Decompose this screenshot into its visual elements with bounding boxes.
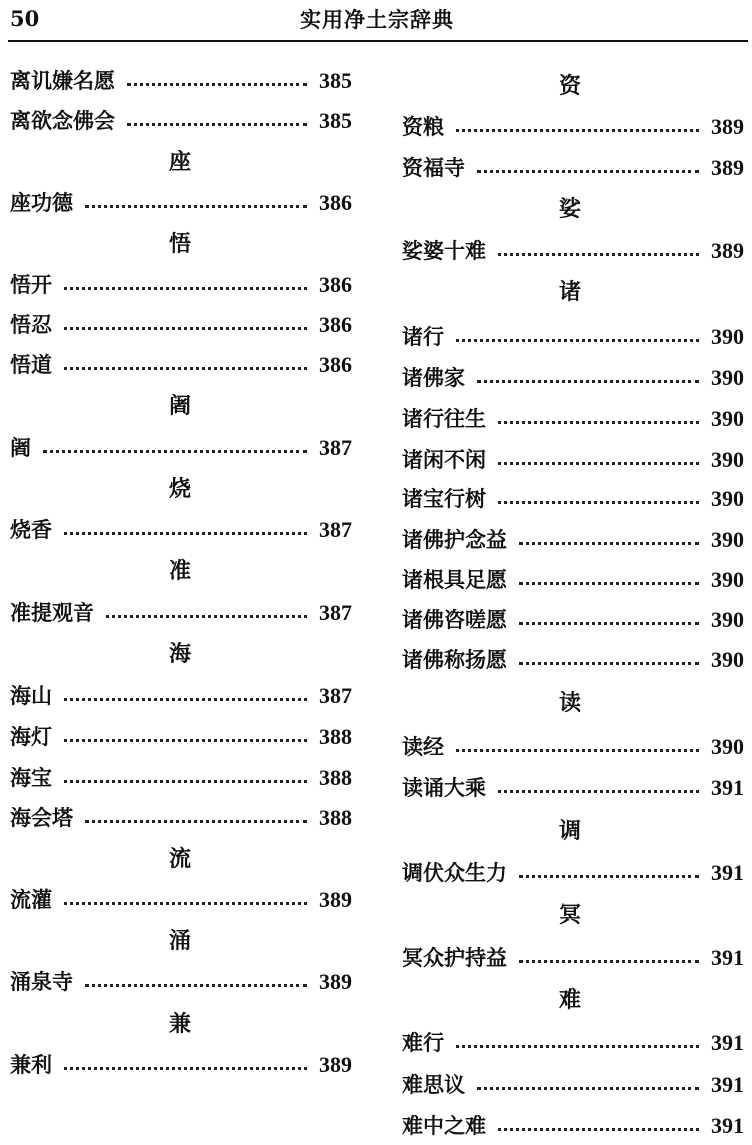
header-rule: [8, 40, 748, 42]
entry-term: 资粮: [402, 114, 444, 139]
index-entry: [402, 771, 744, 805]
entry-page-number: 390: [711, 527, 744, 552]
entry-term: 难中之难: [402, 1113, 486, 1138]
entry-term: 资福寺: [402, 155, 465, 180]
section-heading: 流: [168, 846, 191, 872]
dot-leader: [456, 129, 699, 132]
index-entry: [402, 234, 744, 268]
index-entry: [402, 361, 744, 395]
dot-leader: [64, 532, 307, 535]
page-number: 50: [10, 6, 40, 31]
dot-leader: [477, 170, 699, 173]
index-entry: [10, 431, 352, 465]
entry-term: 诸佛称扬愿: [402, 647, 507, 672]
index-entry: [402, 603, 744, 637]
entry-page-number: 390: [711, 647, 744, 672]
entry-term: 悟开: [10, 272, 52, 297]
entry-term: 难行: [402, 1030, 444, 1055]
entry-term: 难思议: [402, 1072, 465, 1097]
index-entry: [402, 523, 744, 557]
index-entry: [402, 482, 744, 516]
index-entry: [10, 348, 352, 382]
entry-page-number: 391: [711, 775, 744, 800]
dot-leader: [43, 450, 307, 453]
entry-term: 离欲念佛会: [10, 108, 115, 133]
entry-page-number: 386: [319, 312, 352, 337]
entry-page-number: 391: [711, 1113, 744, 1138]
entry-term: 冥众护持益: [402, 945, 507, 970]
section-heading: 兼: [168, 1011, 191, 1037]
index-entry: [402, 320, 744, 354]
dot-leader: [477, 380, 699, 383]
entry-page-number: 385: [319, 108, 352, 133]
entry-page-number: 389: [711, 114, 744, 139]
section-heading: 烧: [168, 476, 191, 502]
section-heading: 涌: [168, 928, 191, 954]
index-entry: [10, 104, 352, 138]
index-entry: [10, 679, 352, 713]
entry-term: 涌泉寺: [10, 969, 73, 994]
entry-page-number: 388: [319, 724, 352, 749]
index-entry: [10, 720, 352, 754]
dot-leader: [85, 205, 307, 208]
entry-term: 流灌: [10, 887, 52, 912]
entry-page-number: 390: [711, 406, 744, 431]
dot-leader: [64, 287, 307, 290]
entry-page-number: 391: [711, 945, 744, 970]
entry-term: 海灯: [10, 724, 52, 749]
entry-page-number: 391: [711, 860, 744, 885]
index-entry: [402, 402, 744, 436]
index-entry: [402, 643, 744, 677]
index-entry: [10, 64, 352, 98]
entry-page-number: 390: [711, 734, 744, 759]
entry-page-number: 390: [711, 567, 744, 592]
section-heading: 资: [558, 73, 581, 99]
entry-page-number: 387: [319, 517, 352, 542]
dot-leader: [519, 542, 699, 545]
dot-leader: [64, 327, 307, 330]
index-entry: [402, 151, 744, 185]
entry-page-number: 386: [319, 272, 352, 297]
section-heading: 悟: [168, 231, 191, 257]
entry-page-number: 386: [319, 190, 352, 215]
dot-leader: [456, 339, 699, 342]
entry-term: 海会塔: [10, 805, 73, 830]
section-heading: 准: [168, 558, 191, 584]
index-entry: [402, 1068, 744, 1102]
section-heading: 冥: [558, 902, 581, 928]
entry-term: 读诵大乘: [402, 775, 486, 800]
section-heading: 阇: [168, 393, 191, 419]
entry-page-number: 389: [319, 969, 352, 994]
dot-leader: [498, 462, 699, 465]
entry-term: 调伏众生力: [402, 860, 507, 885]
entry-page-number: 385: [319, 68, 352, 93]
entry-page-number: 391: [711, 1072, 744, 1097]
dot-leader: [64, 780, 307, 783]
index-entry: [10, 596, 352, 630]
entry-term: 准提观音: [10, 600, 94, 625]
entry-page-number: 387: [319, 600, 352, 625]
entry-page-number: 391: [711, 1030, 744, 1055]
index-entry: [10, 513, 352, 547]
index-entry: [10, 268, 352, 302]
section-heading: 诸: [558, 279, 581, 305]
entry-page-number: 387: [319, 435, 352, 460]
dot-leader: [519, 960, 699, 963]
page-header: [0, 0, 752, 44]
entry-page-number: 389: [319, 887, 352, 912]
dot-leader: [519, 622, 699, 625]
index-entry: [10, 965, 352, 999]
book-title: 实用净土宗辞典: [300, 7, 454, 32]
entry-page-number: 386: [319, 352, 352, 377]
index-entry: [10, 883, 352, 917]
section-heading: 娑: [558, 196, 581, 222]
entry-page-number: 389: [711, 238, 744, 263]
entry-term: 诸行往生: [402, 406, 486, 431]
dot-leader: [519, 582, 699, 585]
entry-page-number: 390: [711, 607, 744, 632]
entry-term: 烧香: [10, 517, 52, 542]
dot-leader: [498, 1128, 699, 1131]
index-entry: [402, 856, 744, 890]
dot-leader: [519, 662, 699, 665]
index-entry: [402, 110, 744, 144]
entry-term: 诸宝行树: [402, 486, 486, 511]
entry-term: 诸佛咨嗟愿: [402, 607, 507, 632]
entry-term: 悟忍: [10, 312, 52, 337]
dot-leader: [64, 367, 307, 370]
dot-leader: [127, 83, 307, 86]
dot-leader: [456, 749, 699, 752]
dot-leader: [85, 820, 307, 823]
section-heading: 海: [168, 641, 191, 667]
index-entry: [10, 1048, 352, 1082]
dot-leader: [498, 501, 699, 504]
entry-term: 海山: [10, 683, 52, 708]
index-entry: [10, 186, 352, 220]
entry-page-number: 390: [711, 324, 744, 349]
entry-page-number: 389: [711, 155, 744, 180]
entry-page-number: 387: [319, 683, 352, 708]
entry-term: 悟道: [10, 352, 52, 377]
dot-leader: [127, 123, 307, 126]
entry-page-number: 390: [711, 447, 744, 472]
entry-term: 诸佛家: [402, 365, 465, 390]
entry-term: 读经: [402, 734, 444, 759]
entry-term: 诸行: [402, 324, 444, 349]
dot-leader: [498, 421, 699, 424]
dot-leader: [498, 790, 699, 793]
entry-term: 娑婆十难: [402, 238, 486, 263]
dot-leader: [64, 698, 307, 701]
dot-leader: [85, 984, 307, 987]
index-entry: [10, 308, 352, 342]
index-entry: [402, 730, 744, 764]
entry-page-number: 389: [319, 1052, 352, 1077]
dot-leader: [64, 1067, 307, 1070]
entry-term: 兼利: [10, 1052, 52, 1077]
entry-page-number: 390: [711, 365, 744, 390]
index-entry: [402, 1109, 744, 1143]
index-entry: [402, 1026, 744, 1060]
entry-term: 离讥嫌名愿: [10, 68, 115, 93]
index-entry: [402, 563, 744, 597]
entry-term: 座功德: [10, 190, 73, 215]
dot-leader: [498, 253, 699, 256]
section-heading: 调: [558, 818, 581, 844]
section-heading: 座: [168, 149, 191, 175]
entry-page-number: 390: [711, 486, 744, 511]
dot-leader: [456, 1045, 699, 1048]
index-entry: [402, 941, 744, 975]
dot-leader: [519, 875, 699, 878]
index-entry: [10, 761, 352, 795]
dot-leader: [106, 615, 307, 618]
dot-leader: [64, 902, 307, 905]
entry-page-number: 388: [319, 805, 352, 830]
entry-term: 诸佛护念益: [402, 527, 507, 552]
entry-term: 阇: [10, 435, 31, 460]
dot-leader: [477, 1087, 699, 1090]
entry-page-number: 388: [319, 765, 352, 790]
section-heading: 难: [558, 987, 581, 1013]
entry-term: 诸根具足愿: [402, 567, 507, 592]
section-heading: 读: [558, 690, 581, 716]
index-entry: [402, 443, 744, 477]
entry-term: 海宝: [10, 765, 52, 790]
dot-leader: [64, 739, 307, 742]
index-entry: [10, 801, 352, 835]
entry-term: 诸闲不闲: [402, 447, 486, 472]
